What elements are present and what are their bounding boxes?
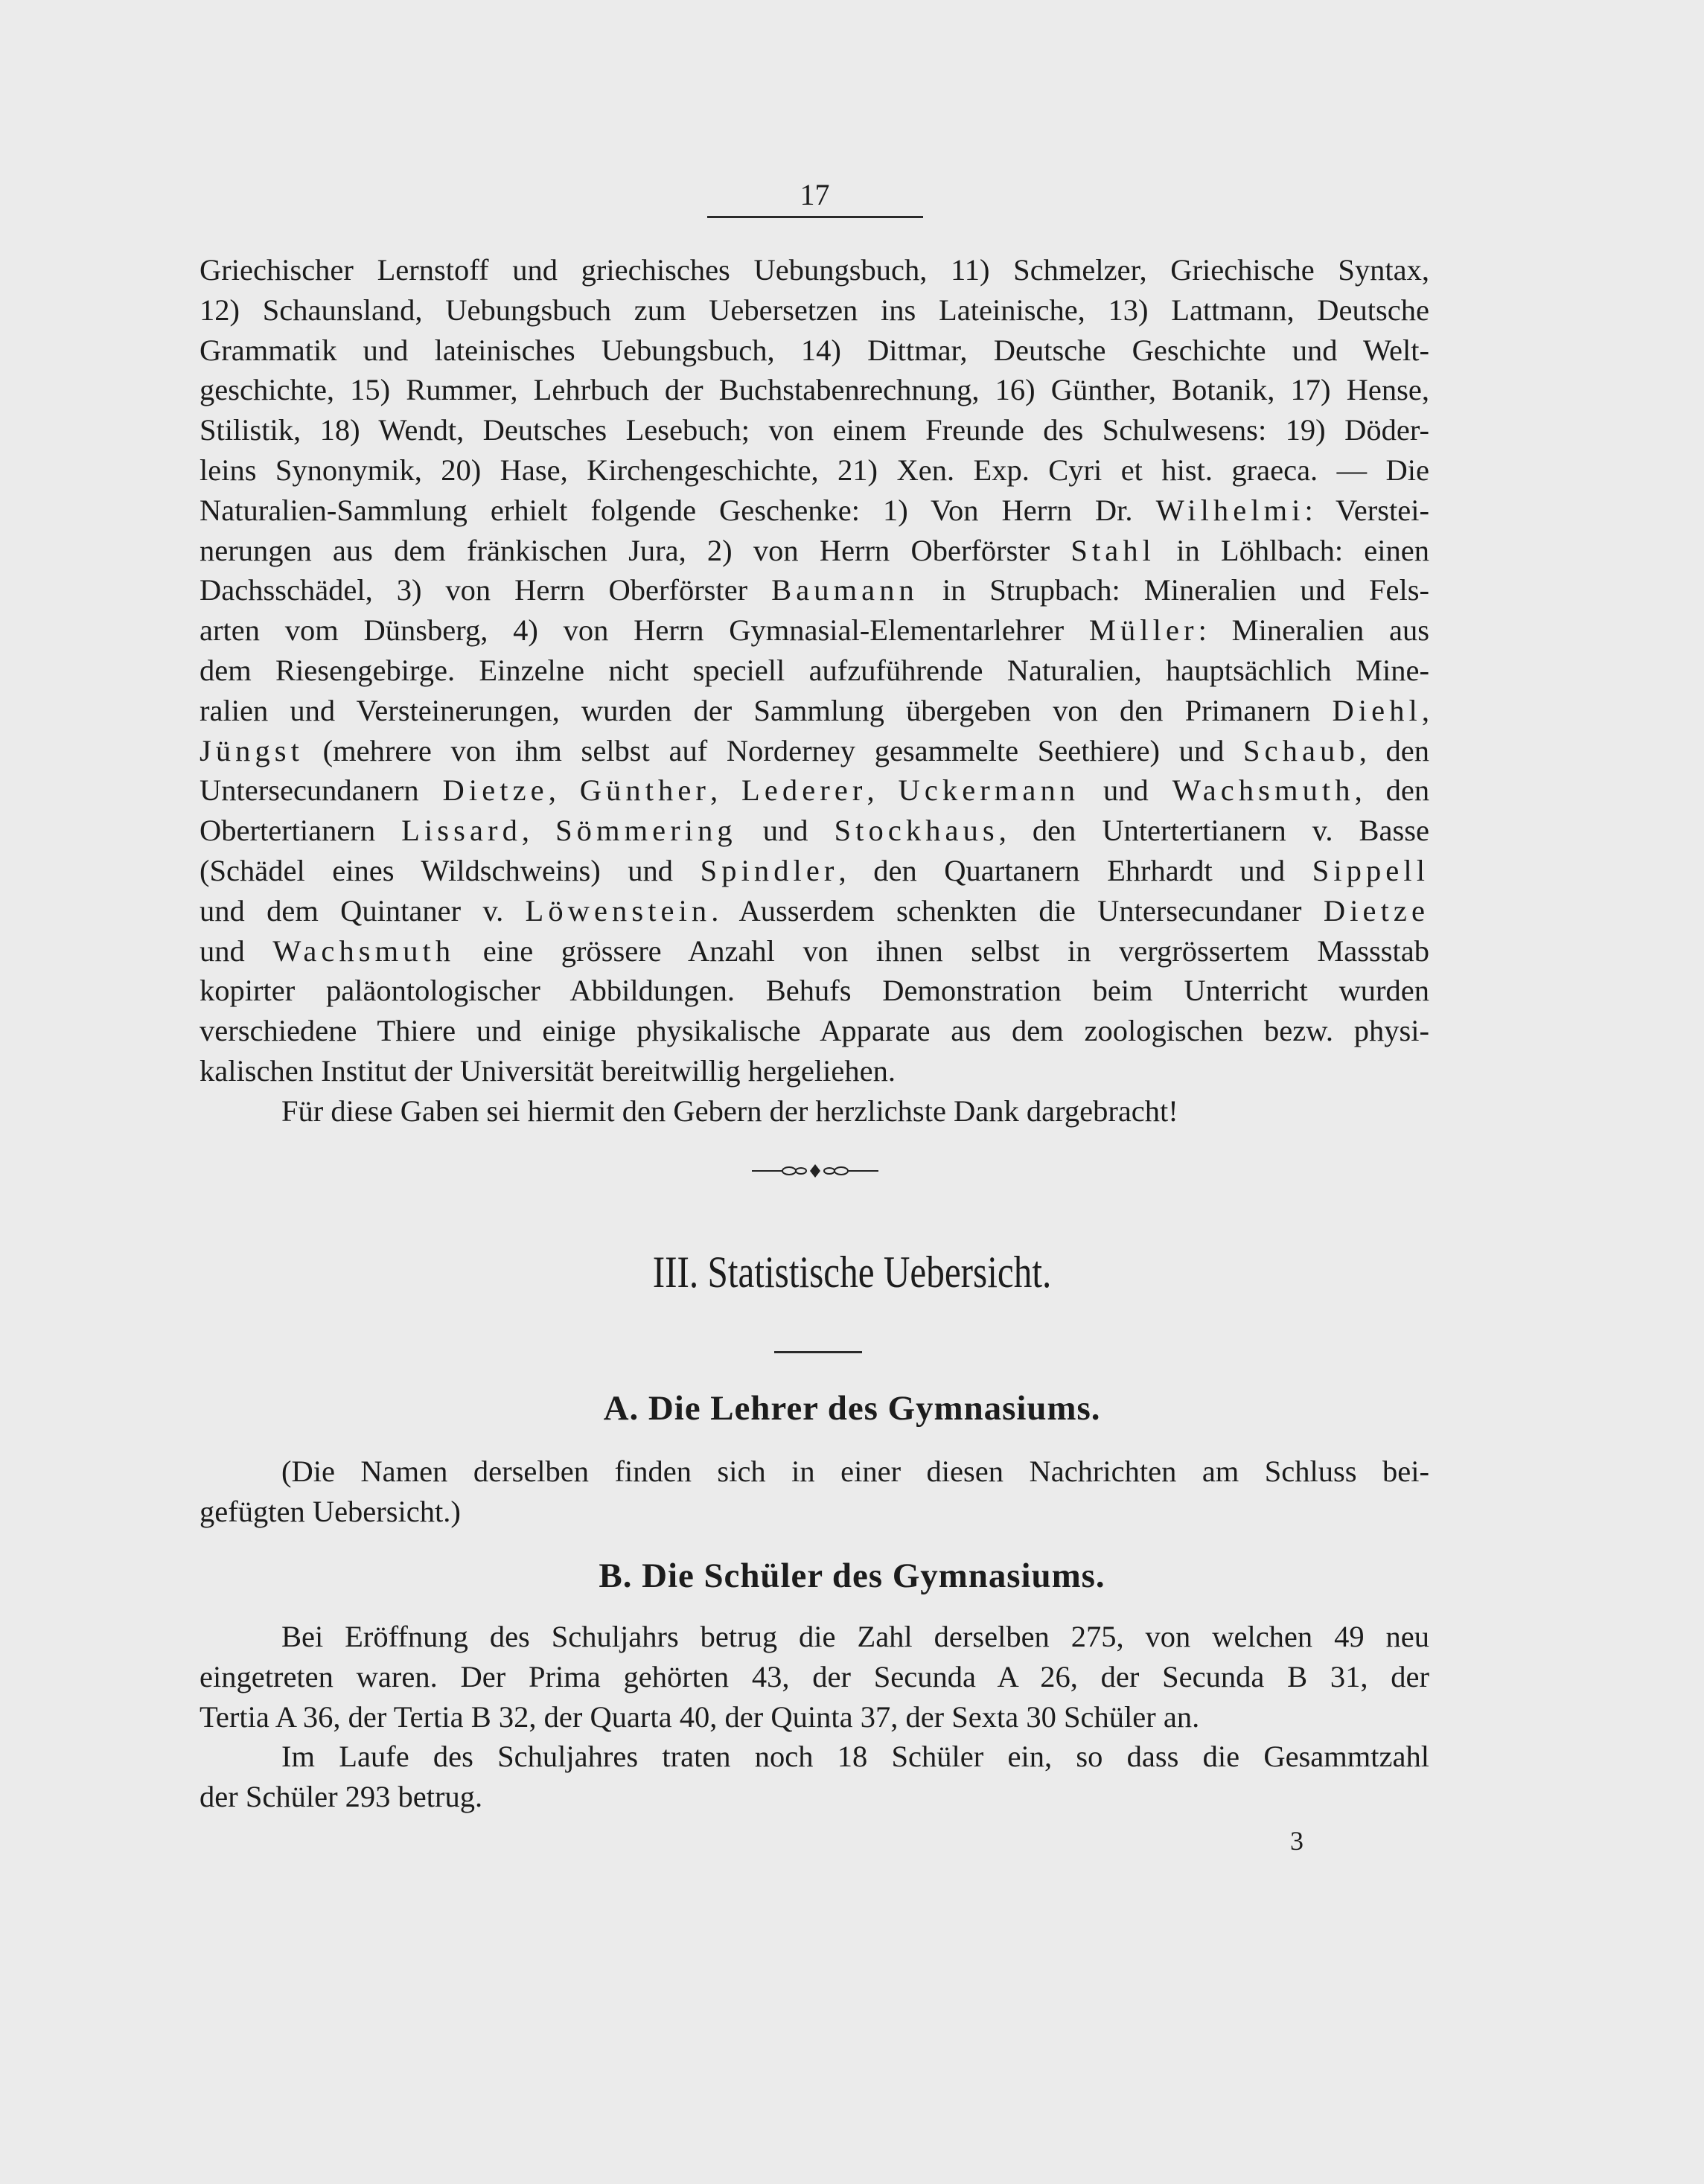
name-basse: v. Basse xyxy=(1312,814,1430,848)
teachers-note xyxy=(200,1452,1429,1532)
text-line: Naturalien-Sammlung erhielt folgende Geschenke: 1) Von Herrn Dr. Wilhelmi: Verstei- xyxy=(200,493,1429,527)
text-line: ralien und Versteinerungen, wurden der Sammlung übergeben von den Primanern Diehl, xyxy=(200,693,1430,727)
text-line: verschiedene Thiere und einige physikalische Apparate aus dem zoologischen bezw. physi- xyxy=(200,1014,1429,1048)
name-wilhelmi: Wilhelmi xyxy=(1155,493,1305,527)
text-line: Untersecundanern Dietze, Günther, Lederer, Uckermann und Wachsmuth, den xyxy=(200,773,1430,808)
text-line: Bei Eröffnung des Schuljahrs betrug die Zahl derselben 275, von welchen 49 neu xyxy=(281,1620,1429,1653)
name-soemmering: Sömmering xyxy=(555,814,737,848)
text-line: leins Synonymik, 20) Hase, Kirchengeschichte, 21) Xen. Exp. Cyri et hist. graeca. — Die xyxy=(200,453,1429,487)
text-line: und dem Quintaner v. Löwenstein. Ausserdem schenkten die Untersecundaner Dietze xyxy=(200,893,1430,927)
name-spindler: Spindler xyxy=(700,853,839,887)
ornament-divider xyxy=(752,1160,878,1182)
heading-teachers: A. Die Lehrer des Gymnasiums. xyxy=(603,1389,1101,1428)
text-line: geschichte, 15) Rummer, Lehrbuch der Buchstabenrechnung, 16) Günther, Botanik, 17) Hense, xyxy=(200,373,1429,407)
name-dietze: Dietze xyxy=(1323,893,1430,927)
text-line: kopirter paläontologischer Abbildungen. Behufs Demonstration beim Unterricht wurden xyxy=(200,974,1429,1008)
name-loewenstein: Löwenstein xyxy=(525,893,712,927)
section-title: III. Statistische Uebersicht. xyxy=(652,1248,1052,1297)
text-line: Tertia A 36, der Tertia B 32, der Quarta 40, der Quinta 37, der Sexta 30 Schüler an. xyxy=(200,1699,1200,1734)
text-line: nerungen aus dem fränkischen Jura, 2) von Herrn Oberförster Stahl in Löhlbach: einen xyxy=(200,533,1429,567)
page-number: 17 xyxy=(800,178,830,211)
name-lissard: Lissard xyxy=(401,814,522,848)
name-lederer: Lederer xyxy=(741,773,867,808)
text-line: arten vom Dünsberg, 4) von Herrn Gymnasial-Elementarlehrer Müller: Mineralien aus xyxy=(200,613,1430,648)
text-line: der Schüler 293 betrug. xyxy=(200,1780,483,1814)
text-line: dem Riesengebirge. Einzelne nicht speciell aufzuführende Naturalien, hauptsächlich Mine- xyxy=(200,653,1429,687)
text-line: Griechischer Lernstoff und griechisches Uebungsbuch, 11) Schmelzer, Griechische Syntax, xyxy=(200,253,1429,287)
name-wachsmuth: Wachsmuth xyxy=(272,933,456,968)
text-line: (Schädel eines Wildschweins) und Spindler, den Quartanern Ehrhardt und Sippell xyxy=(200,853,1430,887)
signature-mark: 3 xyxy=(1290,1826,1303,1856)
library-paragraph xyxy=(200,250,1429,1131)
name-juengst: Jüngst xyxy=(200,733,304,767)
text-line: Jüngst (mehrere von ihm selbst auf Norderney gesammelte Seethiere) und Schaub, den xyxy=(200,733,1429,767)
name-baumann: Baumann xyxy=(771,573,919,607)
name-sippell: Sippell xyxy=(1312,853,1430,887)
text-line: Obertertianern Lissard, Sömmering und Stockhaus, den Untertertianern v. Basse xyxy=(200,814,1430,848)
text-line: 12) Schaunsland, Uebungsbuch zum Uebersetzen ins Lateinische, 13) Lattmann, Deutsche xyxy=(200,293,1429,327)
text-line: Stilistik, 18) Wendt, Deutsches Lesebuch; von einem Freunde des Schulwesens: 19) Döder- xyxy=(200,413,1429,447)
text-line: Dachsschädel, 3) von Herrn Oberförster Baumann in Strupbach: Mineralien und Fels- xyxy=(200,573,1430,607)
name-schaub: Schaub xyxy=(1243,733,1359,767)
text-line: eingetreten waren. Der Prima gehörten 43, der Secunda A 26, der Secunda B 31, der xyxy=(200,1659,1429,1693)
name-mueller: Müller xyxy=(1088,613,1199,648)
students-paragraph xyxy=(200,1617,1429,1817)
text-line: gefügten Uebersicht.) xyxy=(200,1494,461,1528)
text-line: Im Laufe des Schuljahres traten noch 18 Schüler ein, so dass die Gesammtzahl xyxy=(281,1740,1429,1774)
name-dietze: Dietze xyxy=(442,773,549,808)
name-uckermann: Uckermann xyxy=(898,773,1080,808)
text-line: Für diese Gaben sei hiermit den Gebern der herzlichste Dank dargebracht! xyxy=(281,1093,1178,1128)
name-guenther: Günther xyxy=(579,773,710,808)
name-stahl: Stahl xyxy=(1070,533,1155,567)
heading-students: B. Die Schüler des Gymnasiums. xyxy=(599,1556,1105,1595)
text-line: Grammatik und lateinisches Uebungsbuch, 14) Dittmar, Deutsche Geschichte und Welt- xyxy=(200,333,1429,367)
text-line: (Die Namen derselben finden sich in einer diesen Nachrichten am Schluss bei- xyxy=(281,1455,1429,1488)
text-line: kalischen Institut der Universität bereitwillig hergeliehen. xyxy=(200,1053,896,1088)
title-rule xyxy=(774,1351,862,1353)
name-diehl: Diehl xyxy=(1332,693,1422,727)
text-line: und Wachsmuth eine grössere Anzahl von ihnen selbst in vergrössertem Massstab xyxy=(200,933,1430,968)
name-ehrhardt: Ehrhardt xyxy=(1107,853,1213,887)
name-wachsmuth: Wachsmuth xyxy=(1172,773,1355,808)
name-stockhaus: Stockhaus xyxy=(834,814,999,848)
header-rule xyxy=(707,216,923,218)
